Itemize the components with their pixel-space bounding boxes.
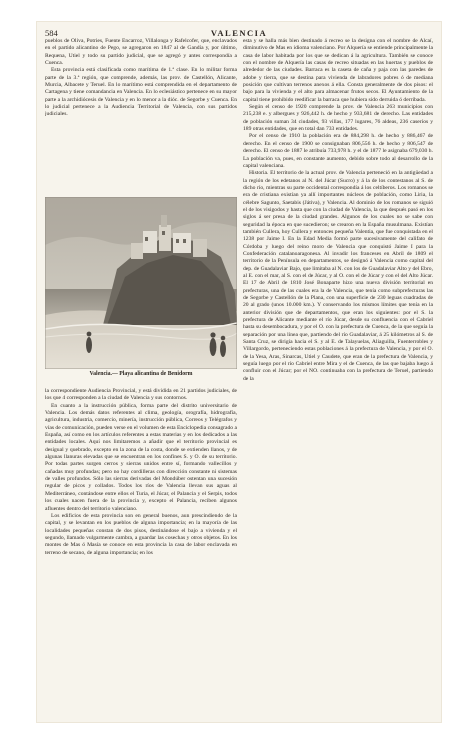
beach-photo — [45, 197, 237, 369]
encyclopedia-page — [37, 22, 441, 722]
paragraph: pueblos de Oliva, Potries, Fuente Encarroz, Villalonga y Rafelcofer, que, enclavados en el partido alicantino de Pego, se agregaron en 1847 al de Gandía y, por último, Requena, Utiel y todo su partido judicial, que se agregó y antes correspondía a Cuenca. — [45, 38, 237, 67]
page-title: VALENCIA — [210, 28, 268, 38]
paragraph: En cuanto a la instrucción pública, forma parte del distrito universitario de Valencia. Los demás datos referentes al clima, geología, orografía, hidrografía, agricultura, industria, comercio, minería, instrucción pública, Correos y Telégrafos y vías de comunicación, pueden verse en el volumen de esta Enciclopedia consagrado a España, así como en los artículos referentes a estas materias y en los dedicados a las entidades locales. Aquí nos limitaremos a añadir que el territorio provincial es desigual y quebrado, excepto en la zona de la costa, donde se extienden llanos, y de algunas llanuras elevadas que se encuentran en los confines S. y O. de su territorio. Por todas partes surgen cerros y sierras unidos entre sí, formando vallecillos y cañadas muy profundas; pero no hay cordilleras con dirección constante ni sistemas de valles profundos. Sólo las sierras derivadas del Mondúber ostentan una sucesión regular de picos y collados. Todos los ríos de Valencia llevan sus aguas al Mediterráneo, contándose entre ellos el Turia, el Júcar, el Palancia y el Serpis, todos los cuales nacen fuera de la provincia y, excepto el Palancia, reciben algunos afluentes dentro del territorio valenciano. — [45, 402, 237, 512]
page-number: 584 — [45, 28, 58, 38]
figure — [45, 197, 237, 381]
figure-caption: Valencia.— Playa alicantina de Benidorm — [89, 371, 193, 377]
left-column-top — [45, 38, 237, 190]
right-column — [243, 38, 433, 710]
paragraph: esta y se halla más bien destinado á recreo se la designa con el nombre de Alcaí, diminutivo de Mas en idioma valenciano. Por Alquería se entiende principalmente la casa de labor habitada por los que se dedican á la agricultura. También se conoce con el nombre de Alquería las casas de recreo situadas en las huertas y pueblos de alrededor de las ciudades. Barraca es la caseta de caña y paja con las paredes de adobe y tierra, que se destina para vivienda de labradores pobres ó de mediana posición que cultivan terrenos anexos á ella. Consta generalmente de dos pisos: el bajo para la vivienda y el alto para almacenar frutos secos. El Ayuntamiento de la capital tiene prohibido reedificar la barraca que hubiera sido derruida ó derribada. — [243, 38, 433, 103]
paragraph: Los edificios de esta provincia son en general buenos, aun prescindiendo de la capital, y se levantan en los pueblos de alguna importancia; en la mayoría de las localidades pequeñas constan de dos pisos, destinándose el bajo a vivienda y el segundo, llamado vulgarmente cambra, a guardar las cosechas y otros objetos. En los montes de Mas ó Masía se conoce en esta provincia la casa de labor enclavada en terreno de secano, de alguna importancia; en los — [45, 512, 237, 556]
paragraph: Esta provincia está clasificada como marítima de 1.ª clase. En lo militar forma parte de la 3.ª región, que comprende, además, las prov. de Castellón, Alicante, Murcia, Albacete y Teruel. En lo marítimo está comprendida en el departamento de Cartagena y tiene comandancia en Valencia. En lo eclesiástico pertenece en su mayor parte a la archidiócesis de Valencia y en lo menor a la dióc. de Segorbe y Cuenca. En lo judicial pertenece a la Audiencia Territorial de Valencia, con sus partidos judiciales. — [45, 67, 237, 118]
paragraph: Por el censo de 1910 la población era de 884,298 h. de hecho y 886,467 de derecho. En el censo de 1900 se consignaban 806,556 h. de hecho y 806,547 de derecho. El censo de 1887 le atribuía 733,978 h. y el de 1877 le asignaba 679,030 h. La población va, pues, en constante aumento, debido sobre todo al desarrollo de la capital valenciana. — [243, 133, 433, 169]
paragraph: Según el censo de 1920 comprende la prov. de Valencia 263 municipios con 215,238 e. y albergues y 926,442 h. de hecho y 933,681 de derecho. Las entidades de población suman 34 ciudades, 93 villas, 177 lugares, 76 aldeas, 236 caseríos y 189 otras entidades, que en total dan 733 entidades. — [243, 104, 433, 133]
paragraph: la correspondiente Audiencia Provincial, y está dividida en 21 partidos judiciales, de los que 4 corresponden a la ciudad de Valencia y sus contornos. — [45, 388, 237, 402]
left-column-bottom — [45, 388, 237, 710]
paragraph: Historia. El territorio de la actual prov. de Valencia perteneció en la antigüedad a la región de los edetanos al N. del Júcar (Sucro) y á la de los contestanos al S. de dicho río, mientras su parte occidental correspondía á los celtíberos. Los romanos se era de cristiana existían ya allí importantes núcleos de población, como Liria, la célebre Sagunto, Saetabis (Játiva), y Valencia. Al dominio de los romanos se siguió el de los visigodos y hasta que con la ciudad de Valencia, la que después pasó en los siglos á ser presa de la ciudad grandes. Algunos de los cuales no se sabe con seguridad la época en que sucedieron; se crearon en la España musulmana. Existían también Cullera, hoy Cullera y entonces pequeña Valentia, que fue conquistada en el 1238 por Jaime I. En la Edad Media formó parte sucesivamente del califato de Córdoba y luego del reino moro de Valencia que conquistó Jaime I para la Confederación catalanoaragonesa. Al invadir los franceses en Abril de 1809 el territorio de la Península en departamentos, se designó á Valencia como capital del dep. de Guadalaviar Bajo, que limitaba al N. con los de Guadalaviar Alto y del Ebro, al E. con el mar, al S. con el de Júcar, y al O. con el de Júcar y con el del Alto Júcar. El 17 de Abril de 1810 José Bonaparte hizo una nueva división territorial en prefecturas, una de las cuales era la de Valencia, que tenía como subprefecturas las de Segorbe y Castellón de la Plana, con una superficie de 230 leguas cuadradas de 20 al grado (unos 10.000 km.). Y conservando los mismos límites que tenía en la anterior división que de departamentos, que eran los siguientes: por el S. la prefectura de Alicante mediante el río Júcar, desde su confluencia con el Cabriel hasta su desembocadura, y por el O. con la prefectura de Cuenca, de la que seguía la separación por una línea que, partiendo del río Guadalaviar, á 25 kilómetros al S. de Santa Cruz, se dirigía hacia el S. y al E. de Talayuelas, Aliaguilla, Fuenterrobles y Villargordo, perteneciendo estas poblaciones á la prefectura de Valencia, y por el O. de la Yesa, Aras, Sinarcas, Utiel y Caudete, que eran de la prefectura de Valencia, y seguía luego por el río Cabriel entre Mira y el de Cuenca, de las que bajaba luego á confluir con el Júcar; por el NO. continuaba con la prefectura de Teruel, partiendo de la — [243, 170, 433, 382]
